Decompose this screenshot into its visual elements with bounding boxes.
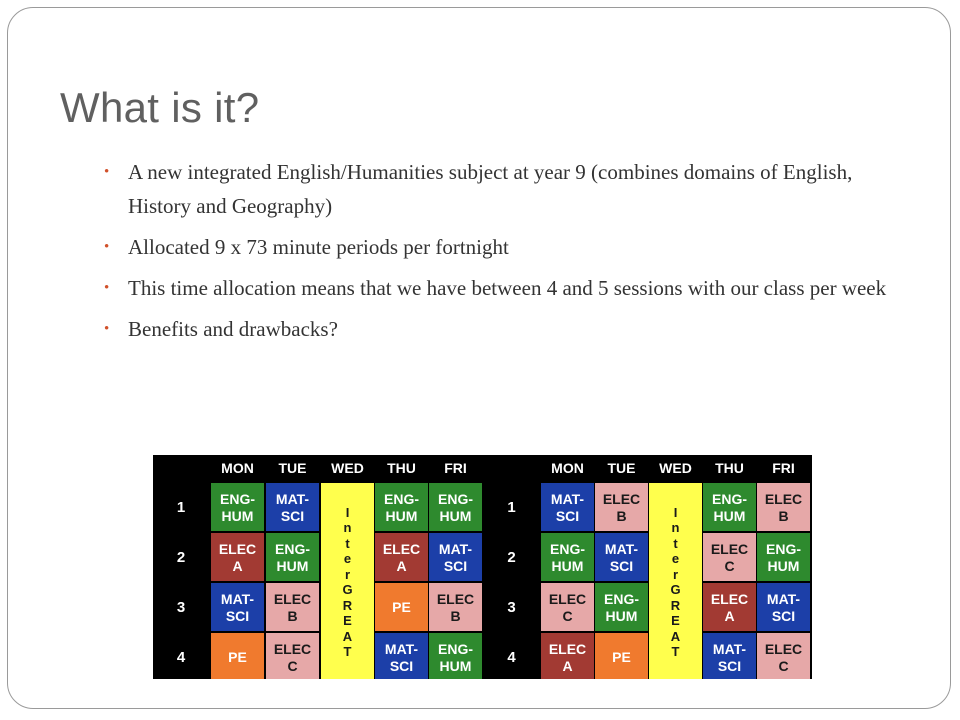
bullet-list (104, 155, 894, 353)
timetable-slot (266, 533, 319, 581)
timetable-slot (541, 633, 594, 679)
day-header: FRI (444, 459, 467, 476)
timetable-slot (375, 483, 428, 531)
slot-line-2: HUM (276, 557, 309, 574)
timetable-slot (429, 483, 482, 531)
slot-line-1: PE (612, 649, 631, 665)
timetable-slot (757, 533, 810, 581)
wednesday-letter: n (343, 520, 352, 535)
slot-line-2: SCI (280, 507, 305, 524)
wednesday-letter: n (671, 520, 680, 535)
slot-line-1: ENG- (438, 640, 473, 657)
slot-line-1: ELEC (436, 590, 475, 607)
period-number: 2 (507, 548, 516, 566)
bullet-item (104, 312, 894, 346)
slot-line-2: A (396, 557, 407, 574)
slot-line-1: ENG- (438, 490, 473, 507)
timetable-slot (595, 633, 648, 679)
wednesday-letter: t (673, 535, 678, 551)
period-number: 2 (176, 548, 186, 566)
timetable-slot (703, 483, 756, 531)
slot-line-1: ELEC (710, 590, 749, 607)
bullet-text: A new integrated English/Humanities subject at year 9 (combines domains of English, History and Geography) (128, 160, 853, 218)
wednesday-letter: R (342, 597, 353, 613)
timetable-slot (429, 633, 482, 679)
slot-line-2: A (724, 607, 735, 624)
day-header: THU (387, 459, 416, 476)
slot-line-2: SCI (225, 607, 250, 624)
slot-line-2: C (778, 657, 789, 674)
period-number: 1 (176, 498, 186, 516)
slot-line-1: ENG- (220, 490, 255, 507)
timetable-slot (266, 583, 319, 631)
slot-line-2: SCI (771, 607, 796, 624)
period-number: 3 (507, 598, 516, 616)
wednesday-letter: R (670, 597, 681, 613)
slot-line-2: HUM (439, 657, 472, 674)
slot-line-1: MAT- (712, 640, 747, 657)
wednesday-letter: e (343, 551, 352, 566)
day-header: WED (659, 459, 692, 476)
slot-line-2: HUM (767, 557, 800, 574)
wednesday-letter: r (672, 566, 679, 582)
slot-line-2: SCI (717, 657, 742, 674)
timetable-slot (595, 483, 648, 531)
bullet-text: Benefits and drawbacks? (128, 317, 338, 341)
slot-line-2: HUM (221, 507, 254, 524)
slot-line-1: MAT- (604, 540, 639, 557)
wednesday-letter: E (671, 613, 680, 628)
slot-line-1: ELEC (273, 590, 312, 607)
slot-line-1: ENG- (766, 540, 801, 557)
bullet-dot-icon: • (104, 280, 110, 296)
slot-line-1: ELEC (764, 640, 803, 657)
slot-line-2: A (562, 657, 573, 674)
slot-line-2: HUM (713, 507, 746, 524)
timetable-slot (757, 583, 810, 631)
timetable-slot (375, 633, 428, 679)
slot-line-1: ELEC (218, 540, 257, 557)
day-header: TUE (607, 459, 636, 476)
wednesday-letter: G (670, 582, 681, 597)
slot-line-1: ELEC (548, 590, 587, 607)
slot-line-2: HUM (605, 607, 638, 624)
slot-line-1: ELEC (764, 490, 803, 507)
slot-line-1: MAT- (766, 590, 801, 607)
slot-line-2: C (724, 557, 735, 574)
timetable-slot (211, 533, 264, 581)
period-number: 3 (176, 598, 186, 616)
day-header: MON (551, 459, 584, 476)
bullet-item (104, 230, 894, 264)
wednesday-letter: I (673, 504, 678, 520)
slot-line-1: ENG- (550, 540, 585, 557)
timetable-slot (757, 483, 810, 531)
bullet-dot-icon: • (104, 239, 110, 255)
slot-line-1: ENG- (712, 490, 747, 507)
timetable-slot (595, 533, 648, 581)
timetable-slot (266, 633, 319, 679)
slot-line-1: ENG- (275, 540, 310, 557)
timetable-slot (375, 533, 428, 581)
slot-line-2: SCI (609, 557, 634, 574)
timetable-slot (703, 633, 756, 679)
bullet-item (104, 155, 894, 223)
timetable-slot (595, 583, 648, 631)
wednesday-letter: G (342, 582, 353, 597)
wednesday-intergreat-cell (649, 483, 702, 679)
slot-line-1: MAT- (550, 490, 585, 507)
slot-line-1: MAT- (384, 640, 419, 657)
slot-line-1: ELEC (602, 490, 641, 507)
slot-line-1: ENG- (384, 490, 419, 507)
day-header: WED (331, 459, 364, 476)
slot-line-1: PE (392, 599, 411, 615)
slot-line-1: ENG- (604, 590, 639, 607)
timetable-slot (541, 583, 594, 631)
slot-line-1: MAT- (220, 590, 255, 607)
timetable-image (153, 455, 812, 679)
period-number: 1 (507, 498, 516, 516)
slot-line-1: ELEC (273, 640, 312, 657)
timetable-slot (757, 633, 810, 679)
slot-line-1: ELEC (548, 640, 587, 657)
wednesday-intergreat-cell (321, 483, 374, 679)
wednesday-letter: I (345, 504, 350, 520)
timetable-slot (211, 583, 264, 631)
slot-line-2: A (232, 557, 243, 574)
day-header: TUE (278, 459, 307, 476)
slot-line-2: HUM (385, 507, 418, 524)
bullet-item (104, 271, 894, 305)
timetable-slot (541, 533, 594, 581)
timetable-slot (375, 583, 428, 631)
slot-line-1: ELEC (710, 540, 749, 557)
slot-line-2: SCI (389, 657, 414, 674)
timetable-slot (211, 483, 264, 531)
period-number: 4 (507, 648, 516, 666)
day-header: MON (221, 459, 254, 476)
timetable-slot (703, 533, 756, 581)
bullet-text: Allocated 9 x 73 minute periods per fortnight (128, 235, 509, 259)
day-header: THU (715, 459, 744, 476)
slot-line-2: C (562, 607, 573, 624)
slide-title: What is it? (60, 84, 260, 131)
wednesday-letter: T (671, 644, 680, 659)
wednesday-letter: A (670, 628, 681, 644)
timetable-slot (541, 483, 594, 531)
slot-line-2: B (450, 607, 461, 624)
slot-line-2: B (616, 507, 627, 524)
timetable-slot (429, 583, 482, 631)
period-number: 4 (176, 648, 186, 666)
wednesday-letter: r (344, 566, 351, 582)
timetable-slot (703, 583, 756, 631)
bullet-dot-icon: • (104, 321, 110, 337)
slot-line-1: PE (228, 649, 247, 665)
wednesday-letter: e (671, 551, 680, 566)
slot-line-2: C (287, 657, 298, 674)
day-header: FRI (772, 459, 795, 476)
bullet-dot-icon: • (104, 164, 110, 180)
bullet-text: This time allocation means that we have between 4 and 5 sessions with our class per week (128, 276, 887, 300)
slot-line-2: SCI (555, 507, 580, 524)
slot-line-2: B (778, 507, 789, 524)
wednesday-letter: T (343, 644, 352, 659)
wednesday-letter: E (343, 613, 352, 628)
timetable-slot (429, 533, 482, 581)
slot-line-2: HUM (551, 557, 584, 574)
slot-line-1: MAT- (438, 540, 473, 557)
slot-line-2: B (287, 607, 298, 624)
slot-line-2: SCI (443, 557, 468, 574)
timetable-slot (266, 483, 319, 531)
wednesday-letter: A (342, 628, 353, 644)
wednesday-letter: t (345, 535, 350, 551)
slot-line-1: ELEC (382, 540, 421, 557)
slot-line-2: HUM (439, 507, 472, 524)
slot-line-1: MAT- (275, 490, 310, 507)
timetable-slot (211, 633, 264, 679)
